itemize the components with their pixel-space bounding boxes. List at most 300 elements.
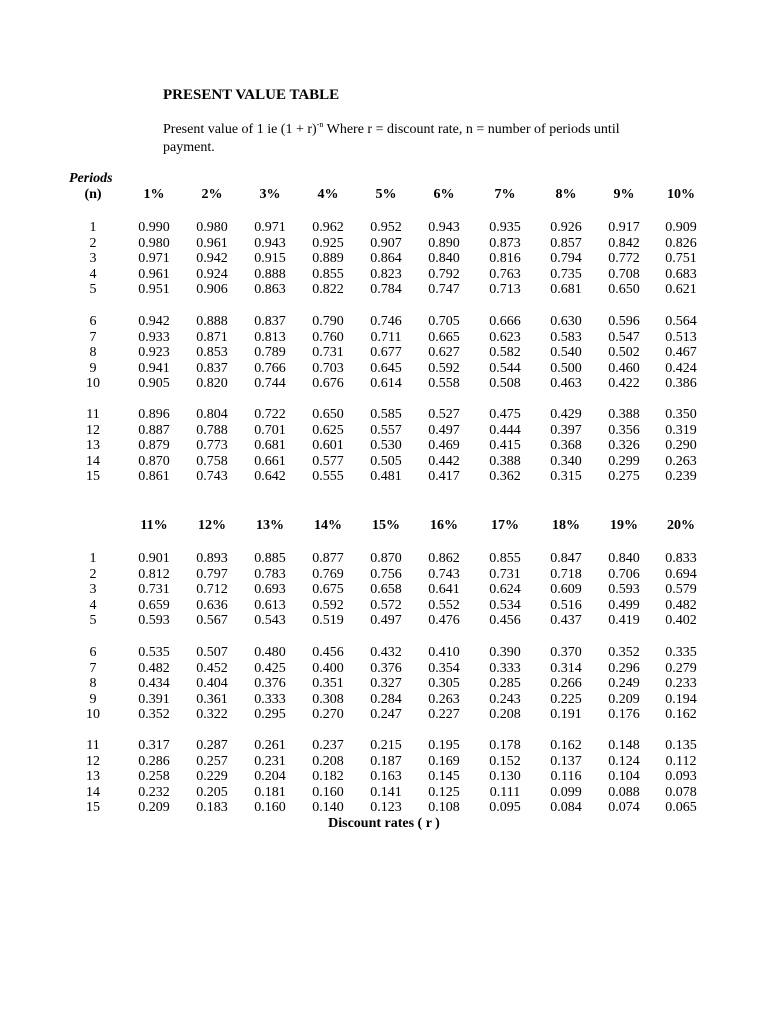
pv-factor-cell: 0.942 bbox=[196, 251, 228, 267]
pv-factor-cell: 0.942 bbox=[138, 314, 170, 329]
rate-header: 20% bbox=[667, 518, 695, 533]
pv-factor-cell: 0.111 bbox=[489, 784, 521, 800]
pv-factor-cell: 0.917 bbox=[608, 220, 640, 235]
pv-factor-cell: 0.141 bbox=[370, 784, 402, 800]
pv-factor-cell: 0.404 bbox=[196, 676, 228, 692]
pv-factor-cell: 0.215 bbox=[370, 738, 402, 753]
pv-factor-cell: 0.326 bbox=[608, 438, 640, 454]
pv-factor-cell: 0.123 bbox=[370, 800, 402, 816]
pv-factor-cell: 0.183 bbox=[196, 800, 228, 816]
pv-factor-cell: 0.847 bbox=[550, 551, 582, 566]
pv-factor-cell: 0.564 bbox=[665, 314, 697, 329]
pv-factor-cell: 0.108 bbox=[428, 800, 460, 816]
period-number: 12 bbox=[86, 753, 100, 769]
pv-factor-cell: 0.270 bbox=[312, 707, 344, 723]
rate-header: 5% bbox=[375, 187, 397, 202]
pv-factor-cell: 0.340 bbox=[550, 453, 582, 469]
pv-factor-cell: 0.137 bbox=[550, 753, 582, 769]
pv-factor-cell: 0.308 bbox=[312, 691, 344, 707]
pv-factor-cell: 0.572 bbox=[370, 597, 402, 613]
pv-factor-cell: 0.582 bbox=[489, 345, 521, 361]
pv-factor-cell: 0.296 bbox=[608, 660, 640, 676]
pv-factor-cell: 0.794 bbox=[550, 251, 582, 267]
pv-factor-cell: 0.286 bbox=[138, 753, 170, 769]
pv-factor-cell: 0.535 bbox=[138, 645, 170, 660]
pv-factor-cell: 0.941 bbox=[138, 360, 170, 376]
pv-factor-cell: 0.933 bbox=[138, 329, 170, 345]
pv-factor-cell: 0.397 bbox=[550, 422, 582, 438]
pv-factor-cell: 0.125 bbox=[428, 784, 460, 800]
pv-factor-cell: 0.530 bbox=[370, 438, 402, 454]
pv-factor-cell: 0.527 bbox=[428, 407, 460, 422]
rate-header: 4% bbox=[317, 187, 339, 202]
pv-factor-cell: 0.706 bbox=[608, 566, 640, 582]
pv-factor-cell: 0.148 bbox=[608, 738, 640, 753]
pv-factor-cell: 0.093 bbox=[665, 769, 697, 785]
pv-factor-cell: 0.552 bbox=[428, 597, 460, 613]
pv-factor-cell: 0.261 bbox=[254, 738, 286, 753]
pv-factor-cell: 0.879 bbox=[138, 438, 170, 454]
pv-factor-cell: 0.816 bbox=[489, 251, 521, 267]
rate-header: 18% bbox=[552, 518, 580, 533]
period-number: 4 bbox=[89, 266, 97, 282]
pv-factor-cell: 0.442 bbox=[428, 453, 460, 469]
pv-factor-cell: 0.677 bbox=[370, 345, 402, 361]
pv-factor-cell: 0.543 bbox=[254, 613, 286, 629]
pv-factor-cell: 0.837 bbox=[196, 360, 228, 376]
pv-factor-cell: 0.233 bbox=[665, 676, 697, 692]
pv-factor-cell: 0.797 bbox=[196, 566, 228, 582]
rate-header: 12% bbox=[198, 518, 226, 533]
pv-factor-cell: 0.906 bbox=[196, 282, 228, 298]
pv-factor-cell: 0.731 bbox=[138, 582, 170, 598]
pv-factor-cell: 0.593 bbox=[608, 582, 640, 598]
pv-factor-cell: 0.951 bbox=[138, 282, 170, 298]
pv-factor-cell: 0.711 bbox=[370, 329, 402, 345]
pv-factor-cell: 0.368 bbox=[550, 438, 582, 454]
pv-factor-cell: 0.613 bbox=[254, 597, 286, 613]
pv-factor-cell: 0.870 bbox=[370, 551, 402, 566]
pv-factor-cell: 0.460 bbox=[608, 360, 640, 376]
pv-factor-cell: 0.923 bbox=[138, 345, 170, 361]
pv-factor-cell: 0.743 bbox=[196, 469, 228, 485]
pv-factor-cell: 0.693 bbox=[254, 582, 286, 598]
pv-factor-cell: 0.225 bbox=[550, 691, 582, 707]
pv-factor-cell: 0.864 bbox=[370, 251, 402, 267]
rate-header: 1% bbox=[143, 187, 165, 202]
pv-factor-cell: 0.519 bbox=[312, 613, 344, 629]
pv-factor-cell: 0.169 bbox=[428, 753, 460, 769]
description-part1: Present value of 1 ie (1 + r) bbox=[163, 122, 317, 137]
period-number: 11 bbox=[86, 738, 100, 753]
pv-factor-cell: 0.743 bbox=[428, 566, 460, 582]
pv-factor-cell: 0.425 bbox=[254, 660, 286, 676]
pv-factor-cell: 0.758 bbox=[196, 453, 228, 469]
pv-factor-cell: 0.444 bbox=[489, 422, 521, 438]
pv-factor-cell: 0.665 bbox=[428, 329, 460, 345]
period-number: 2 bbox=[89, 566, 97, 582]
pv-factor-cell: 0.314 bbox=[550, 660, 582, 676]
pv-factor-cell: 0.943 bbox=[428, 220, 460, 235]
pv-factor-cell: 0.112 bbox=[665, 753, 697, 769]
period-number: 9 bbox=[89, 360, 97, 376]
pv-factor-cell: 0.746 bbox=[370, 314, 402, 329]
pv-factor-cell: 0.804 bbox=[196, 407, 228, 422]
pv-factor-cell: 0.744 bbox=[254, 376, 286, 392]
pv-factor-cell: 0.279 bbox=[665, 660, 697, 676]
period-number: 1 bbox=[89, 551, 97, 566]
pv-factor-cell: 0.625 bbox=[312, 422, 344, 438]
pv-factor-cell: 0.661 bbox=[254, 453, 286, 469]
pv-factor-cell: 0.305 bbox=[428, 676, 460, 692]
period-number: 3 bbox=[89, 582, 97, 598]
pv-factor-cell: 0.178 bbox=[489, 738, 521, 753]
pv-factor-cell: 0.176 bbox=[608, 707, 640, 723]
pv-factor-cell: 0.162 bbox=[550, 738, 582, 753]
pv-factor-cell: 0.130 bbox=[489, 769, 521, 785]
pv-factor-cell: 0.813 bbox=[254, 329, 286, 345]
pv-factor-cell: 0.909 bbox=[665, 220, 697, 235]
pv-factor-cell: 0.666 bbox=[489, 314, 521, 329]
pv-factor-cell: 0.823 bbox=[370, 266, 402, 282]
pv-factor-cell: 0.837 bbox=[254, 314, 286, 329]
pv-factor-cell: 0.557 bbox=[370, 422, 402, 438]
pv-factor-cell: 0.935 bbox=[489, 220, 521, 235]
pv-factor-cell: 0.756 bbox=[370, 566, 402, 582]
pv-factor-cell: 0.388 bbox=[489, 453, 521, 469]
pv-factor-cell: 0.555 bbox=[312, 469, 344, 485]
pv-factor-cell: 0.386 bbox=[665, 376, 697, 392]
pv-factor-cell: 0.315 bbox=[550, 469, 582, 485]
pv-factor-cell: 0.888 bbox=[254, 266, 286, 282]
pv-factor-cell: 0.181 bbox=[254, 784, 286, 800]
pv-factor-cell: 0.624 bbox=[489, 582, 521, 598]
pv-factor-cell: 0.074 bbox=[608, 800, 640, 816]
pv-factor-cell: 0.287 bbox=[196, 738, 228, 753]
pv-factor-cell: 0.980 bbox=[138, 235, 170, 251]
rate-header: 11% bbox=[140, 518, 168, 533]
pv-factor-cell: 0.208 bbox=[312, 753, 344, 769]
pv-factor-cell: 0.432 bbox=[370, 645, 402, 660]
pv-factor-cell: 0.508 bbox=[489, 376, 521, 392]
pv-factor-cell: 0.232 bbox=[138, 784, 170, 800]
pv-factor-cell: 0.636 bbox=[196, 597, 228, 613]
rate-header: 7% bbox=[494, 187, 516, 202]
pv-factor-cell: 0.263 bbox=[428, 691, 460, 707]
pv-factor-cell: 0.833 bbox=[665, 551, 697, 566]
pv-factor-cell: 0.855 bbox=[312, 266, 344, 282]
pv-factor-cell: 0.088 bbox=[608, 784, 640, 800]
rate-header: 8% bbox=[555, 187, 577, 202]
pv-factor-cell: 0.410 bbox=[428, 645, 460, 660]
pv-factor-cell: 0.924 bbox=[196, 266, 228, 282]
pv-factor-cell: 0.502 bbox=[608, 345, 640, 361]
pv-factor-cell: 0.275 bbox=[608, 469, 640, 485]
periods-label: Periods bbox=[69, 171, 113, 186]
pv-factor-cell: 0.376 bbox=[254, 676, 286, 692]
pv-factor-cell: 0.676 bbox=[312, 376, 344, 392]
description-part2: Where r = discount rate, n = number of periods until payment. bbox=[163, 122, 620, 155]
pv-factor-cell: 0.507 bbox=[196, 645, 228, 660]
pv-factor-cell: 0.266 bbox=[550, 676, 582, 692]
period-number: 12 bbox=[86, 422, 100, 438]
pv-factor-cell: 0.456 bbox=[312, 645, 344, 660]
pv-factor-cell: 0.104 bbox=[608, 769, 640, 785]
pv-factor-cell: 0.352 bbox=[608, 645, 640, 660]
pv-factor-cell: 0.400 bbox=[312, 660, 344, 676]
pv-factor-cell: 0.419 bbox=[608, 613, 640, 629]
pv-factor-cell: 0.990 bbox=[138, 220, 170, 235]
period-number: 15 bbox=[86, 469, 100, 485]
period-number: 7 bbox=[89, 660, 97, 676]
period-number: 14 bbox=[86, 453, 100, 469]
n-header: (n) bbox=[84, 187, 102, 202]
pv-factor-cell: 0.901 bbox=[138, 551, 170, 566]
period-number: 2 bbox=[89, 235, 97, 251]
pv-factor-cell: 0.481 bbox=[370, 469, 402, 485]
pv-factor-cell: 0.116 bbox=[550, 769, 582, 785]
pv-factor-cell: 0.209 bbox=[138, 800, 170, 816]
pv-factor-cell: 0.084 bbox=[550, 800, 582, 816]
pv-factor-cell: 0.351 bbox=[312, 676, 344, 692]
pv-factor-cell: 0.694 bbox=[665, 566, 697, 582]
pv-factor-cell: 0.145 bbox=[428, 769, 460, 785]
pv-factor-cell: 0.592 bbox=[312, 597, 344, 613]
pv-factor-cell: 0.424 bbox=[665, 360, 697, 376]
pv-factor-cell: 0.187 bbox=[370, 753, 402, 769]
pv-factor-cell: 0.350 bbox=[665, 407, 697, 422]
rate-header: 19% bbox=[610, 518, 638, 533]
pv-factor-cell: 0.907 bbox=[370, 235, 402, 251]
pv-factor-cell: 0.191 bbox=[550, 707, 582, 723]
pv-factor-cell: 0.513 bbox=[665, 329, 697, 345]
pv-factor-cell: 0.861 bbox=[138, 469, 170, 485]
pv-factor-cell: 0.579 bbox=[665, 582, 697, 598]
rate-header: 13% bbox=[256, 518, 284, 533]
pv-factor-cell: 0.362 bbox=[489, 469, 521, 485]
rate-header: 16% bbox=[430, 518, 458, 533]
pv-factor-cell: 0.152 bbox=[489, 753, 521, 769]
period-number: 5 bbox=[89, 613, 97, 629]
pv-factor-cell: 0.534 bbox=[489, 597, 521, 613]
pv-factor-cell: 0.480 bbox=[254, 645, 286, 660]
pv-factor-cell: 0.877 bbox=[312, 551, 344, 566]
pv-factor-cell: 0.463 bbox=[550, 376, 582, 392]
pv-factor-cell: 0.790 bbox=[312, 314, 344, 329]
pv-factor-cell: 0.751 bbox=[665, 251, 697, 267]
pv-factor-cell: 0.095 bbox=[489, 800, 521, 816]
pv-factor-cell: 0.857 bbox=[550, 235, 582, 251]
pv-factor-cell: 0.772 bbox=[608, 251, 640, 267]
pv-factor-cell: 0.209 bbox=[608, 691, 640, 707]
pv-factor-cell: 0.601 bbox=[312, 438, 344, 454]
pv-factor-cell: 0.249 bbox=[608, 676, 640, 692]
pv-factor-cell: 0.731 bbox=[312, 345, 344, 361]
pv-factor-cell: 0.760 bbox=[312, 329, 344, 345]
pv-factor-cell: 0.789 bbox=[254, 345, 286, 361]
pv-factor-cell: 0.675 bbox=[312, 582, 344, 598]
pv-factor-cell: 0.952 bbox=[370, 220, 402, 235]
rate-header: 10% bbox=[667, 187, 695, 202]
pv-factor-cell: 0.390 bbox=[489, 645, 521, 660]
period-number: 8 bbox=[89, 345, 97, 361]
discount-rates-footer: Discount rates ( r ) bbox=[328, 816, 440, 831]
pv-factor-cell: 0.871 bbox=[196, 329, 228, 345]
pv-factor-cell: 0.915 bbox=[254, 251, 286, 267]
period-number: 13 bbox=[86, 438, 100, 454]
pv-factor-cell: 0.980 bbox=[196, 220, 228, 235]
pv-factor-cell: 0.713 bbox=[489, 282, 521, 298]
pv-factor-cell: 0.239 bbox=[665, 469, 697, 485]
pv-factor-cell: 0.505 bbox=[370, 453, 402, 469]
pv-factor-cell: 0.322 bbox=[196, 707, 228, 723]
pv-factor-cell: 0.500 bbox=[550, 360, 582, 376]
pv-factor-cell: 0.402 bbox=[665, 613, 697, 629]
rate-header: 6% bbox=[433, 187, 455, 202]
pv-factor-cell: 0.873 bbox=[489, 235, 521, 251]
pv-factor-cell: 0.783 bbox=[254, 566, 286, 582]
pv-factor-cell: 0.681 bbox=[254, 438, 286, 454]
pv-factor-cell: 0.065 bbox=[665, 800, 697, 816]
description-exponent: -n bbox=[316, 120, 324, 129]
page-title: PRESENT VALUE TABLE bbox=[163, 87, 340, 103]
pv-factor-cell: 0.482 bbox=[665, 597, 697, 613]
pv-factor-cell: 0.609 bbox=[550, 582, 582, 598]
pv-factor-cell: 0.718 bbox=[550, 566, 582, 582]
pv-factor-cell: 0.352 bbox=[138, 707, 170, 723]
table-description bbox=[163, 121, 653, 157]
pv-factor-cell: 0.160 bbox=[254, 800, 286, 816]
pv-factor-cell: 0.356 bbox=[608, 422, 640, 438]
pv-factor-cell: 0.317 bbox=[138, 738, 170, 753]
pv-factor-cell: 0.475 bbox=[489, 407, 521, 422]
pv-factor-cell: 0.722 bbox=[254, 407, 286, 422]
pv-factor-cell: 0.415 bbox=[489, 438, 521, 454]
pv-factor-cell: 0.593 bbox=[138, 613, 170, 629]
pv-factor-cell: 0.961 bbox=[196, 235, 228, 251]
pv-factor-cell: 0.295 bbox=[254, 707, 286, 723]
pv-factor-cell: 0.354 bbox=[428, 660, 460, 676]
pv-factor-cell: 0.961 bbox=[138, 266, 170, 282]
pv-factor-cell: 0.247 bbox=[370, 707, 402, 723]
pv-factor-cell: 0.195 bbox=[428, 738, 460, 753]
pv-factor-cell: 0.840 bbox=[428, 251, 460, 267]
pv-factor-cell: 0.417 bbox=[428, 469, 460, 485]
pv-factor-cell: 0.735 bbox=[550, 266, 582, 282]
pv-factor-cell: 0.926 bbox=[550, 220, 582, 235]
pv-factor-cell: 0.257 bbox=[196, 753, 228, 769]
pv-factor-cell: 0.476 bbox=[428, 613, 460, 629]
pv-factor-cell: 0.422 bbox=[608, 376, 640, 392]
pv-factor-cell: 0.585 bbox=[370, 407, 402, 422]
pv-factor-cell: 0.971 bbox=[138, 251, 170, 267]
pv-factor-cell: 0.766 bbox=[254, 360, 286, 376]
pv-factor-cell: 0.863 bbox=[254, 282, 286, 298]
pv-factor-cell: 0.194 bbox=[665, 691, 697, 707]
pv-factor-cell: 0.822 bbox=[312, 282, 344, 298]
pv-factor-cell: 0.429 bbox=[550, 407, 582, 422]
pv-factor-cell: 0.701 bbox=[254, 422, 286, 438]
pv-factor-cell: 0.540 bbox=[550, 345, 582, 361]
pv-factor-cell: 0.820 bbox=[196, 376, 228, 392]
pv-factor-cell: 0.681 bbox=[550, 282, 582, 298]
pv-factor-cell: 0.388 bbox=[608, 407, 640, 422]
pv-factor-cell: 0.650 bbox=[312, 407, 344, 422]
pv-factor-cell: 0.747 bbox=[428, 282, 460, 298]
pv-factor-cell: 0.826 bbox=[665, 235, 697, 251]
pv-factor-cell: 0.290 bbox=[665, 438, 697, 454]
pv-factor-cell: 0.467 bbox=[665, 345, 697, 361]
pv-factor-cell: 0.842 bbox=[608, 235, 640, 251]
rate-header: 2% bbox=[201, 187, 223, 202]
pv-factor-cell: 0.237 bbox=[312, 738, 344, 753]
pv-factor-cell: 0.577 bbox=[312, 453, 344, 469]
pv-factor-cell: 0.840 bbox=[608, 551, 640, 566]
pv-factor-cell: 0.642 bbox=[254, 469, 286, 485]
pv-factor-cell: 0.703 bbox=[312, 360, 344, 376]
pv-factor-cell: 0.708 bbox=[608, 266, 640, 282]
pv-factor-cell: 0.319 bbox=[665, 422, 697, 438]
pv-factor-cell: 0.497 bbox=[428, 422, 460, 438]
pv-factor-cell: 0.567 bbox=[196, 613, 228, 629]
pv-factor-cell: 0.621 bbox=[665, 282, 697, 298]
pv-factor-cell: 0.712 bbox=[196, 582, 228, 598]
pv-factor-cell: 0.456 bbox=[489, 613, 521, 629]
period-number: 14 bbox=[86, 784, 100, 800]
pv-factor-cell: 0.705 bbox=[428, 314, 460, 329]
pv-factor-cell: 0.769 bbox=[312, 566, 344, 582]
pv-factor-cell: 0.862 bbox=[428, 551, 460, 566]
pv-factor-cell: 0.885 bbox=[254, 551, 286, 566]
pv-factor-cell: 0.391 bbox=[138, 691, 170, 707]
pv-factor-cell: 0.583 bbox=[550, 329, 582, 345]
pv-factor-cell: 0.333 bbox=[254, 691, 286, 707]
pv-factor-cell: 0.925 bbox=[312, 235, 344, 251]
pv-factor-cell: 0.658 bbox=[370, 582, 402, 598]
pv-factor-cell: 0.229 bbox=[196, 769, 228, 785]
period-number: 6 bbox=[89, 645, 97, 660]
period-number: 10 bbox=[86, 707, 100, 723]
period-number: 9 bbox=[89, 691, 97, 707]
pv-factor-cell: 0.812 bbox=[138, 566, 170, 582]
period-number: 4 bbox=[89, 597, 97, 613]
pv-factor-cell: 0.482 bbox=[138, 660, 170, 676]
pv-factor-cell: 0.887 bbox=[138, 422, 170, 438]
pv-factor-cell: 0.890 bbox=[428, 235, 460, 251]
pv-factor-cell: 0.376 bbox=[370, 660, 402, 676]
pv-factor-cell: 0.645 bbox=[370, 360, 402, 376]
pv-factor-cell: 0.499 bbox=[608, 597, 640, 613]
pv-factor-cell: 0.124 bbox=[608, 753, 640, 769]
pv-factor-cell: 0.469 bbox=[428, 438, 460, 454]
period-number: 11 bbox=[86, 407, 100, 422]
pv-factor-cell: 0.763 bbox=[489, 266, 521, 282]
pv-factor-cell: 0.623 bbox=[489, 329, 521, 345]
pv-factor-cell: 0.205 bbox=[196, 784, 228, 800]
pv-factor-cell: 0.889 bbox=[312, 251, 344, 267]
rate-header: 3% bbox=[259, 187, 281, 202]
pv-factor-cell: 0.333 bbox=[489, 660, 521, 676]
pv-factor-cell: 0.182 bbox=[312, 769, 344, 785]
pv-factor-cell: 0.163 bbox=[370, 769, 402, 785]
pv-factor-cell: 0.683 bbox=[665, 266, 697, 282]
pv-factor-cell: 0.596 bbox=[608, 314, 640, 329]
rate-header: 15% bbox=[372, 518, 400, 533]
pv-factor-cell: 0.361 bbox=[196, 691, 228, 707]
pv-factor-cell: 0.971 bbox=[254, 220, 286, 235]
pv-factor-cell: 0.162 bbox=[665, 707, 697, 723]
pv-factor-cell: 0.784 bbox=[370, 282, 402, 298]
